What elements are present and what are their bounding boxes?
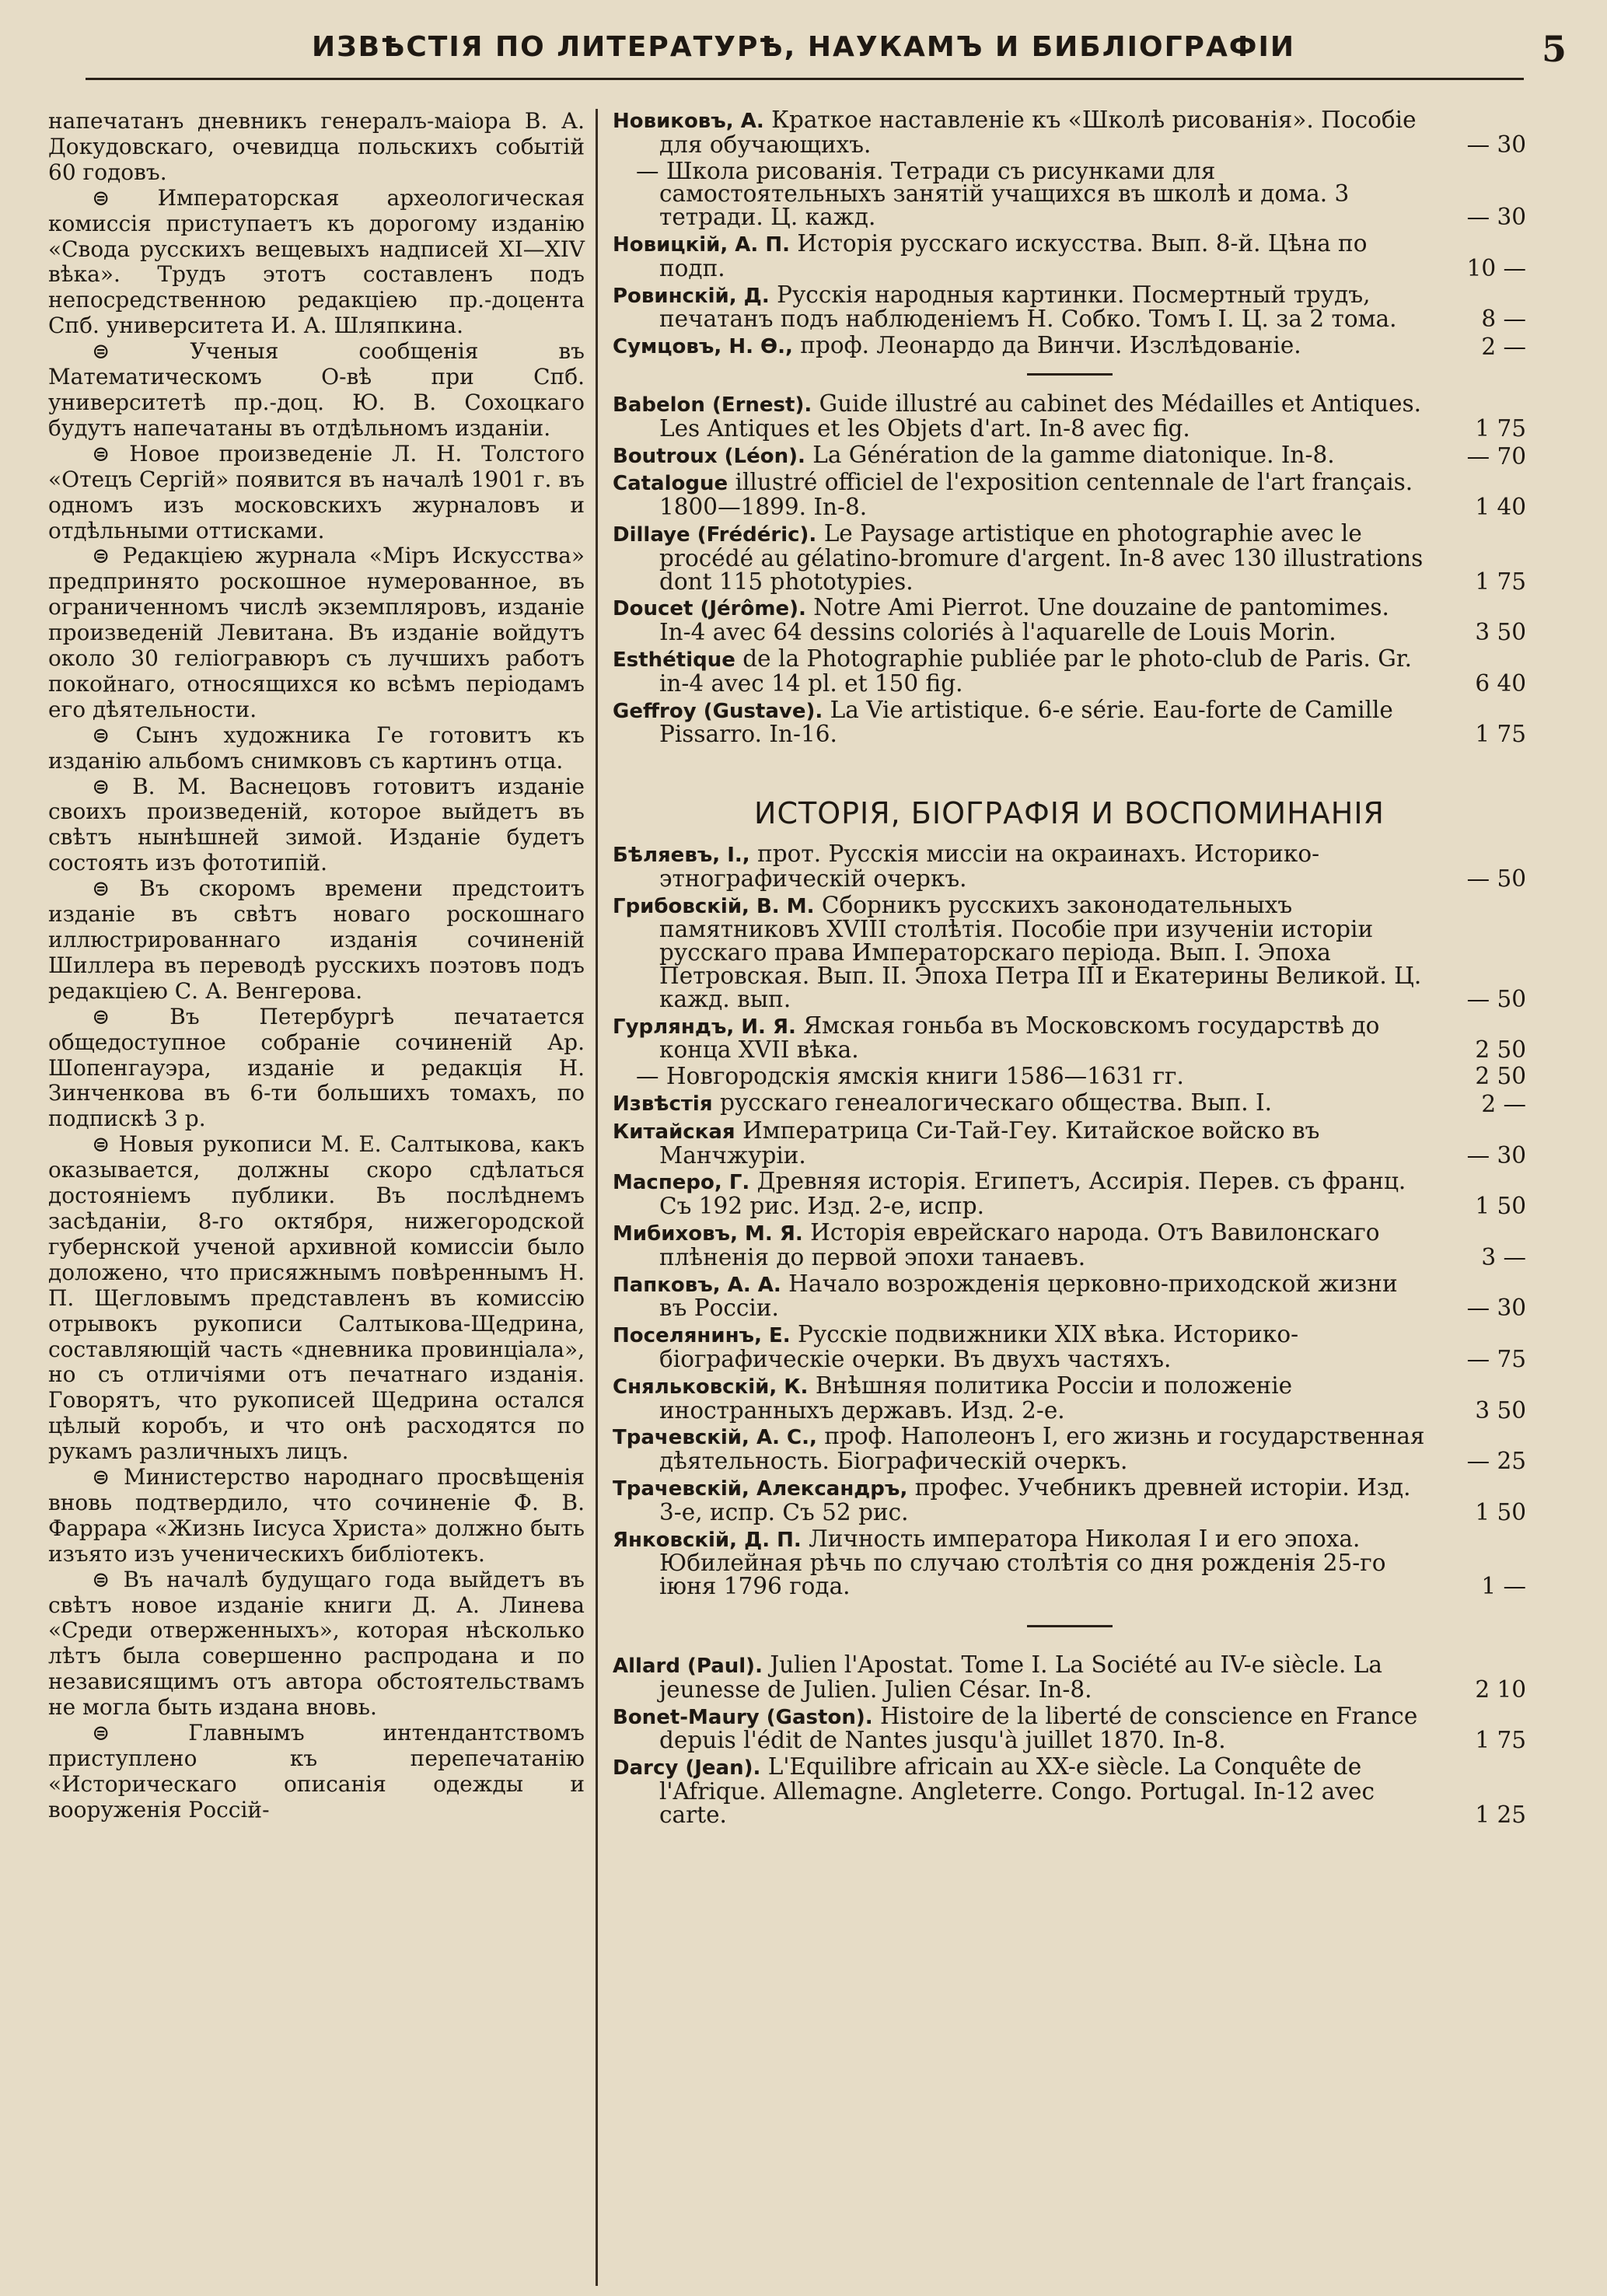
- news-paragraph: ⊜ Министерство народнаго просвѣщенія вновь подтвердило, что сочиненіе Ф. В. Фаррара «Жизнь Іисуса Христа» должно быть изъято изъ ученическихъ библіотекъ.: [48, 1464, 585, 1567]
- news-paragraph: ⊜ Въ началѣ будущаго года выйдетъ въ свѣтъ новое изданіе книги Д. А. Линева «Среди отверженныхъ», которая нѣсколько лѣтъ была совершенно распродана и по независящимъ отъ автора обстоятельствамъ не могла быть издана вновь.: [48, 1566, 585, 1721]
- bibliography-entry: [613, 1372, 1526, 1424]
- entry-title: de la Photographie publiée par le photo-club de Paris. Gr. in-4 avec 14 pl. et 150 fig.: [659, 645, 1413, 697]
- entry-title: Русскія народныя картинки. Посмертный трудъ, печатанъ подъ наблюденіемъ Н. Собко. Томъ I. Ц. за 2 тома.: [659, 281, 1397, 333]
- bibliography-entry: [613, 281, 1526, 333]
- entry-title: Notre Ami Pierrot. Une douzaine de pantomimes. In-4 avec 64 dessins coloriés à l'aquarelle de Louis Morin.: [659, 594, 1389, 646]
- entry-price: 2 10: [1475, 1676, 1526, 1703]
- news-paragraph: ⊜ Сынъ художника Ге готовитъ къ изданію альбомъ снимковъ съ картинъ отца.: [48, 722, 585, 774]
- entry-author: Сумцовъ, Н. Ѳ.,: [613, 335, 793, 359]
- entry-price: — 25: [1466, 1448, 1526, 1475]
- entry-author: Doucet (Jérôme).: [613, 597, 806, 621]
- bibliography-entry: [613, 229, 1526, 281]
- bibliography-entry: [613, 441, 1526, 470]
- bibliography-entry: [613, 109, 1526, 157]
- news-paragraph: ⊜ Въ Петербургѣ печатается общедоступное собраніе сочиненій Ар. Шопенгауэра, изданіе и редакція Н. Зинченкова въ 6-ти большихъ томахъ, по подпискѣ 3 р.: [48, 1003, 585, 1132]
- page-number: 5: [1541, 28, 1567, 70]
- entry-price: 2 —: [1481, 1091, 1526, 1118]
- bibliography-entry: [613, 1323, 1526, 1372]
- entry-title: Личность императора Николая I и его эпоха. Юбилейная рѣчь по случаю столѣтія со дня рожденія 25-го іюня 1796 года.: [659, 1525, 1386, 1600]
- news-paragraph: ⊜ Редакціею журнала «Міръ Искусства» предпринято роскошное нумерованное, въ ограниченномъ числѣ экземпляровъ, изданіе произведеній Левитана. Въ изданіе войдутъ около 30 геліогравюръ съ лучшихъ работъ покойнаго, относящихся ко всѣмъ періодамъ его дѣятельности.: [48, 543, 585, 722]
- bibliography-column: [613, 109, 1526, 1830]
- entry-price: 1 75: [1475, 568, 1526, 595]
- bibliography-entry: [613, 390, 1526, 442]
- bibliography-entry: [613, 1065, 1526, 1089]
- entry-title: L'Equilibre africain au XX-e siècle. La Conquête de l'Afrique. Allemagne. Angleterre. Congo. Portugal. In-12 avec carte.: [659, 1753, 1375, 1828]
- entry-title: Исторія русскаго искусства. Вып. 8-й. Цѣна по подп.: [659, 229, 1368, 281]
- bibliography-entry: [613, 891, 1526, 1012]
- entry-author: Грибовскій, В. М.: [613, 894, 815, 918]
- news-column: [48, 109, 585, 1823]
- entry-author: Бѣляевъ, І.,: [613, 843, 750, 867]
- entry-author: Поселянинъ, Е.: [613, 1324, 791, 1348]
- bibliography-entry: [613, 1525, 1526, 1600]
- entry-author: Папковъ, А. А.: [613, 1273, 781, 1297]
- entry-author: Boutroux (Léon).: [613, 444, 805, 468]
- entry-author: Трачевскій, А. С.,: [613, 1426, 817, 1450]
- entry-author: Babelon (Ernest).: [613, 393, 812, 417]
- entry-title: — Новгородскія ямскія книги 1586—1631 гг.: [636, 1063, 1184, 1090]
- entry-author: Bonet-Maury (Gaston).: [613, 1705, 873, 1729]
- news-paragraph: ⊜ Ученыя сообщенія въ Математическомъ О-вѣ при Спб. университетѣ пр.-доц. Ю. В. Сохоцкаго будутъ напечатаны въ отдѣльномъ изданіи.: [48, 338, 585, 441]
- news-paragraph: ⊜ Въ скоромъ времени предстоитъ изданіе въ свѣтъ новаго роскошнаго иллюстрированнаго изданія сочиненій Шиллера въ переводѣ русскихъ поэтовъ подъ редакціею С. А. Венгерова.: [48, 875, 585, 1004]
- section-divider: [1027, 373, 1113, 376]
- entry-price: 3 50: [1475, 1396, 1526, 1424]
- section-heading: ИСТОРІЯ, БІОГРАФІЯ И ВОСПОМИНАНІЯ: [754, 796, 1385, 831]
- entry-price: — 70: [1466, 442, 1526, 470]
- entry-title: Histoire de la liberté de conscience en France depuis l'édit de Nantes jusqu'à juillet 1870. In-8.: [659, 1702, 1418, 1754]
- entry-title: Внѣшняя политика Россіи и положеніе иностранныхъ державъ. Изд. 2-е.: [659, 1372, 1293, 1424]
- entry-title: Начало возрожденія церковно-приходской жизни въ Россіи.: [659, 1270, 1398, 1322]
- running-title: ИЗВѢСТІЯ ПО ЛИТЕРАТУРѢ, НАУКАМЪ И БИБЛІОГРАФІИ: [311, 31, 1296, 63]
- entry-title: проф. Леонардо да Винчи. Изслѣдованіе.: [800, 332, 1301, 359]
- art-books-russian: [613, 109, 1526, 359]
- entry-title: Ямская гоньба въ Московскомъ государствѣ до конца XVII вѣка.: [659, 1012, 1380, 1064]
- entry-author: Сняльковскій, К.: [613, 1375, 809, 1399]
- entry-author: Янковскій, Д. П.: [613, 1528, 802, 1552]
- entry-price: 1 50: [1475, 1498, 1526, 1525]
- news-paragraph: ⊜ В. М. Васнецовъ готовитъ изданіе своихъ произведеній, которое выйдетъ въ свѣтъ нынѣшней зимой. Изданіе будетъ состоять изъ фототипій.: [48, 773, 585, 876]
- entry-price: 3 —: [1481, 1243, 1526, 1270]
- entry-author: Трачевскій, Александръ,: [613, 1477, 908, 1501]
- entry-price: — 30: [1466, 1141, 1526, 1169]
- entry-author: Китайская: [613, 1120, 735, 1144]
- entry-price: — 30: [1466, 1295, 1526, 1322]
- bibliography-entry: [613, 1012, 1526, 1064]
- bibliography-entry: [613, 1702, 1526, 1754]
- bibliography-entry: [613, 1425, 1526, 1473]
- entry-title: русскаго генеалогическаго общества. Вып. I.: [719, 1089, 1272, 1117]
- entry-price: — 75: [1466, 1346, 1526, 1373]
- column-divider: [596, 109, 598, 2286]
- bibliography-entry: [613, 1221, 1526, 1270]
- entry-price: — 30: [1466, 204, 1526, 231]
- entry-title: Сборникъ русскихъ законодательныхъ памятниковъ XVIII столѣтія. Пособіе при изученіи исторіи русскаго права Императорскаго періода. Вып. I. Эпоха Петровская. Вып. II. Эпоха Петра III и Екатерины Великой. Ц. кажд. вып.: [659, 891, 1422, 1012]
- news-paragraph: ⊜ Главнымъ интендантствомъ приступлено къ перепечатанію «Историческаго описанія одежды и вооруженія Россій-: [48, 1720, 585, 1822]
- bibliography-entry: [613, 1476, 1526, 1525]
- entry-author: Darcy (Jean).: [613, 1756, 761, 1781]
- entry-author: Гурляндъ, И. Я.: [613, 1015, 796, 1039]
- entry-title: проф. Наполеонъ I, его жизнь и государственная дѣятельность. Біографическій очеркъ.: [659, 1423, 1425, 1475]
- bibliography-entry: [613, 471, 1526, 519]
- entry-price: 1 75: [1475, 414, 1526, 442]
- entry-title: Древняя исторія. Египетъ, Ассирія. Перев. съ франц. Съ 192 рис. Изд. 2-е, испр.: [659, 1168, 1406, 1220]
- news-paragraph: напечатанъ дневникъ генералъ-маіора В. А. Докудовскаго, очевидца польскихъ событій 60 годовъ.: [48, 108, 585, 185]
- bibliography-entry: [613, 334, 1526, 359]
- page-header: [0, 28, 1607, 81]
- bibliography-entry: [613, 1270, 1526, 1322]
- entry-title: Le Paysage artistique en photographie avec le procédé au gélatino-bromure d'argent. In-8 avec 130 illustrations dont 115 phototypies.: [659, 519, 1424, 595]
- bibliography-entry: [613, 840, 1526, 892]
- bibliography-entry: [613, 1651, 1526, 1703]
- entry-author: Масперо, Г.: [613, 1171, 750, 1195]
- bibliography-entry: [613, 645, 1526, 697]
- entry-price: — 50: [1466, 865, 1526, 892]
- entry-title: Русскіе подвижники XIX вѣка. Историко-біографическіе очерки. Въ двухъ частяхъ.: [659, 1321, 1299, 1373]
- entry-price: 1 25: [1475, 1801, 1526, 1828]
- news-paragraph: ⊜ Императорская археологическая комиссія приступаетъ къ дорогому изданію «Свода русскихъ вещевыхъ надписей XI—XIV вѣка». Трудъ этотъ составленъ подъ непосредственною редакціею пр.-доцента Спб. университета И. А. Шляпкина.: [48, 184, 585, 339]
- entry-author: Ровинскій, Д.: [613, 284, 770, 308]
- entry-price: 2 50: [1475, 1036, 1526, 1064]
- bibliography-entry: [613, 519, 1526, 595]
- entry-title: La Génération de la gamme diatonique. In-8.: [812, 441, 1335, 468]
- entry-price: 1 40: [1475, 494, 1526, 521]
- entry-author: Dillaye (Frédéric).: [613, 522, 817, 547]
- bibliography-entry: [613, 1753, 1526, 1828]
- entry-author: Catalogue: [613, 472, 728, 496]
- entry-price: 10 —: [1466, 254, 1526, 281]
- history-books-french: [613, 1651, 1526, 1828]
- section-divider: [1027, 1625, 1113, 1627]
- header-rule: [86, 78, 1524, 80]
- entry-title: Исторія еврейскаго народа. Отъ Вавилонскаго плѣненія до первой эпохи танаевъ.: [659, 1219, 1380, 1270]
- entry-price: 3 50: [1475, 619, 1526, 646]
- entry-author: Мибиховъ, М. Я.: [613, 1222, 803, 1246]
- entry-price: 8 —: [1481, 306, 1526, 333]
- entry-price: 2 —: [1481, 334, 1526, 361]
- entry-author: Новиковъ, А.: [613, 110, 764, 133]
- entry-price: 6 40: [1475, 669, 1526, 697]
- entry-title: профес. Учебникъ древней исторіи. Изд. 3-е, испр. Съ 52 рис.: [659, 1474, 1411, 1525]
- entry-price: 1 —: [1481, 1573, 1526, 1600]
- news-paragraph: ⊜ Новыя рукописи М. Е. Салтыкова, какъ оказывается, должны скоро сдѣлаться достояніемъ публики. Въ послѣднемъ засѣданіи, 8-го октября, нижегородской губернской ученой архивной комиссіи было доложено, что присяжнымъ повѣреннымъ Н. П. Щегловымъ представленъ въ комиссію отрывокъ рукописи Салтыкова-Щедрина, составляющій часть «дневника провинціала», но съ отличіями отъ печатнаго изданія. Говорятъ, что рукописей Щедрина остался цѣлый коробъ, и что онѣ расходятся по рукамъ различныхъ лицъ.: [48, 1131, 585, 1465]
- entry-author: Allard (Paul).: [613, 1655, 763, 1679]
- entry-title: прот. Русскія миссіи на окраинахъ. Историко-этнографическій очеркъ.: [659, 840, 1320, 892]
- entry-author: Извѣстія: [613, 1092, 713, 1117]
- entry-price: 1 75: [1475, 721, 1526, 748]
- entry-price: 1 75: [1475, 1727, 1526, 1754]
- history-books-russian: [613, 840, 1526, 1600]
- entry-price: — 50: [1466, 985, 1526, 1012]
- entry-price: 1 50: [1475, 1193, 1526, 1220]
- bibliography-entry: [613, 596, 1526, 645]
- bibliography-entry: [613, 696, 1526, 748]
- bibliography-entry: [613, 1089, 1526, 1118]
- bibliography-entry: [613, 157, 1526, 231]
- news-paragraph: ⊜ Новое произведеніе Л. Н. Толстого «Отецъ Сергій» появится въ началѣ 1901 г. въ одномъ изъ московскихъ журналовъ и отдѣльными оттисками.: [48, 440, 585, 543]
- entry-title: Guide illustré au cabinet des Médailles et Antiques. Les Antiques et les Objets d'art. In-8 avec fig.: [659, 390, 1422, 442]
- entry-price: 2 50: [1475, 1063, 1526, 1090]
- entry-author: Новицкій, А. П.: [613, 232, 790, 257]
- entry-title: Императрица Си-Тай-Геу. Китайское войско въ Манчжуріи.: [659, 1117, 1320, 1169]
- entry-title: — Школа рисованія. Тетради съ рисунками для самостоятельныхъ занятій учащихся въ школѣ и дома. 3 тетради. Ц. кажд.: [636, 157, 1350, 231]
- art-books-french: [613, 390, 1526, 748]
- entry-price: — 30: [1466, 131, 1526, 158]
- bibliography-entry: [613, 1170, 1526, 1218]
- entry-title: Julien l'Apostat. Tome I. La Société au IV-e siècle. La jeunesse de Julien. Julien César. In-8.: [659, 1651, 1382, 1703]
- entry-author: Esthétique: [613, 648, 735, 672]
- bibliography-entry: [613, 1117, 1526, 1169]
- entry-title: Краткое наставленіе къ «Школѣ рисованія». Пособіе для обучающихъ.: [659, 107, 1417, 158]
- entry-title: La Vie artistique. 6-e série. Eau-forte de Camille Pissarro. In-16.: [659, 696, 1393, 748]
- entry-author: Geffroy (Gustave).: [613, 699, 823, 723]
- entry-title: illustré officiel de l'exposition centennale de l'art français. 1800—1899. In-8.: [659, 469, 1413, 521]
